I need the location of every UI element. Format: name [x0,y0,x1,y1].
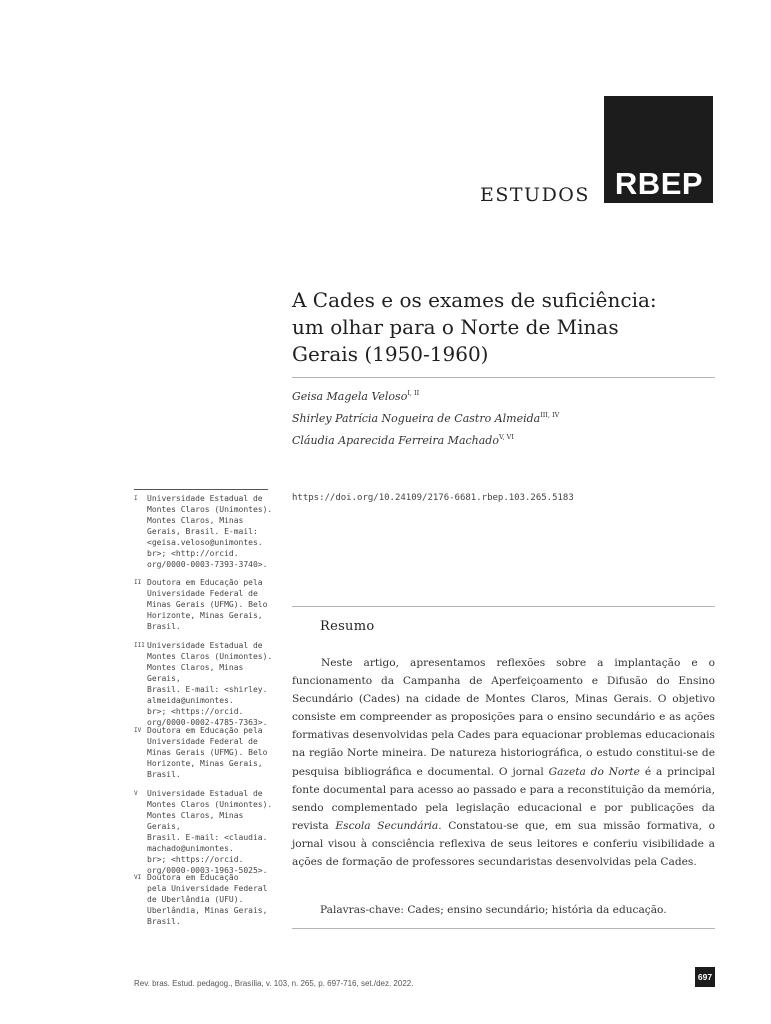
affiliation-number: III [134,642,145,649]
affiliation-number: VI [134,874,142,881]
abstract-body: Neste artigo, apresentamos reflexões sobre a implantação e o funcionamento da Campanha de Aperfeiçoamento e Difusão do Ensino Secundário (Cades) na cidade de Montes Claros, Minas Gerais. O objetivo consiste em compreender as proposições para o ensino secundário e as ações formativas desenvolvidas pela Cades para equacionar problemas educacionais na região Norte mineira. De natureza historiográfica, o estudo constitui-se de pesquisa bibliográfica e documental. O jornal Gazeta do Norte é a principal fonte documental para acesso ao passado e para a reconstituição da memória, sendo complementado pela legislação educacional e por publicações da revista Escola Secundária. Constatou-se que, em sua missão formativa, o jornal visou à consciência reflexiva de seus leitores e conferiu visibilidade a ações de formação de professores secundaristas desenvolvidas pela Cades. [292,657,715,869]
abstract-heading: Resumo [320,619,375,634]
title-line: Gerais (1950-1960) [292,342,489,366]
affiliation-note [134,788,274,876]
keywords: Palavras-chave: Cades; ensino secundário; história da educação. [320,904,667,916]
abstract-top-divider [292,606,715,607]
citation-footer: Rev. bras. Estud. pedagog., Brasília, v. 103, n. 265, p. 697-716, set./dez. 2022. [134,979,414,988]
affiliation-text: Doutora em Educação pela Universidade Federal de Minas Gerais (UFMG). Belo Horizonte, Minas Gerais, Brasil. [147,578,268,631]
affiliation-note [134,493,274,570]
affiliation-note [134,872,274,927]
title-line: um olhar para o Norte de Minas [292,315,619,339]
affiliation-note [134,725,274,780]
affiliation-number: IV [134,727,142,734]
affiliation-text: Universidade Estadual de Montes Claros (Unimontes). Montes Claros, Minas Gerais, Brasil. E-mail: <geisa.veloso@unimontes. br>; <http://orcid. org/0000-0003-7393-3740>. [147,494,273,569]
affiliation-number: V [134,790,138,797]
abstract-bottom-divider [292,928,715,929]
journal-logo: RBEP [614,166,704,201]
affiliation-text: Universidade Estadual de Montes Claros (Unimontes). Montes Claros, Minas Gerais, Brasil. E-mail: <shirley. almeida@unimontes. br>; <https://orcid. org/0000-0002-4785-7363>. [147,641,273,727]
author: Shirley Patrícia Nogueira de Castro Almeida$^{III, IV}$ [292,411,560,425]
affiliation-note [134,577,274,632]
author: Geisa Magela Veloso$^{I, II}$ [292,389,420,403]
author: Cláudia Aparecida Ferreira Machado$^{V, VI}$ [292,433,514,447]
affiliation-number: I [134,495,138,502]
article-title [292,287,722,368]
affiliation-text: Universidade Estadual de Montes Claros (Unimontes). Montes Claros, Minas Gerais, Brasil. E-mail: <claudia. machado@unimontes. br>; <https://orcid. org/0000-0003-1963-5025>. [147,789,273,875]
affiliation-text: Doutora em Educação pela Universidade Federal de Minas Gerais (UFMG). Belo Horizonte, Minas Gerais, Brasil. [147,726,268,779]
title-divider [292,377,715,378]
affiliation-number: II [134,579,142,586]
section-label: ESTUDOS [480,184,590,206]
doi-link[interactable]: https://doi.org/10.24109/2176-6681.rbep.103.265.5183 [292,493,574,503]
affiliation-note [134,640,274,728]
page-number: 697 [695,967,715,987]
affiliations-divider [134,489,268,490]
affiliation-text: Doutora em Educação pela Universidade Federal de Uberlândia (UFU). Uberlândia, Minas Gerais, Brasil. [147,873,268,926]
title-line: A Cades e os exames de suficiência: [292,288,657,312]
author-list [292,384,559,450]
